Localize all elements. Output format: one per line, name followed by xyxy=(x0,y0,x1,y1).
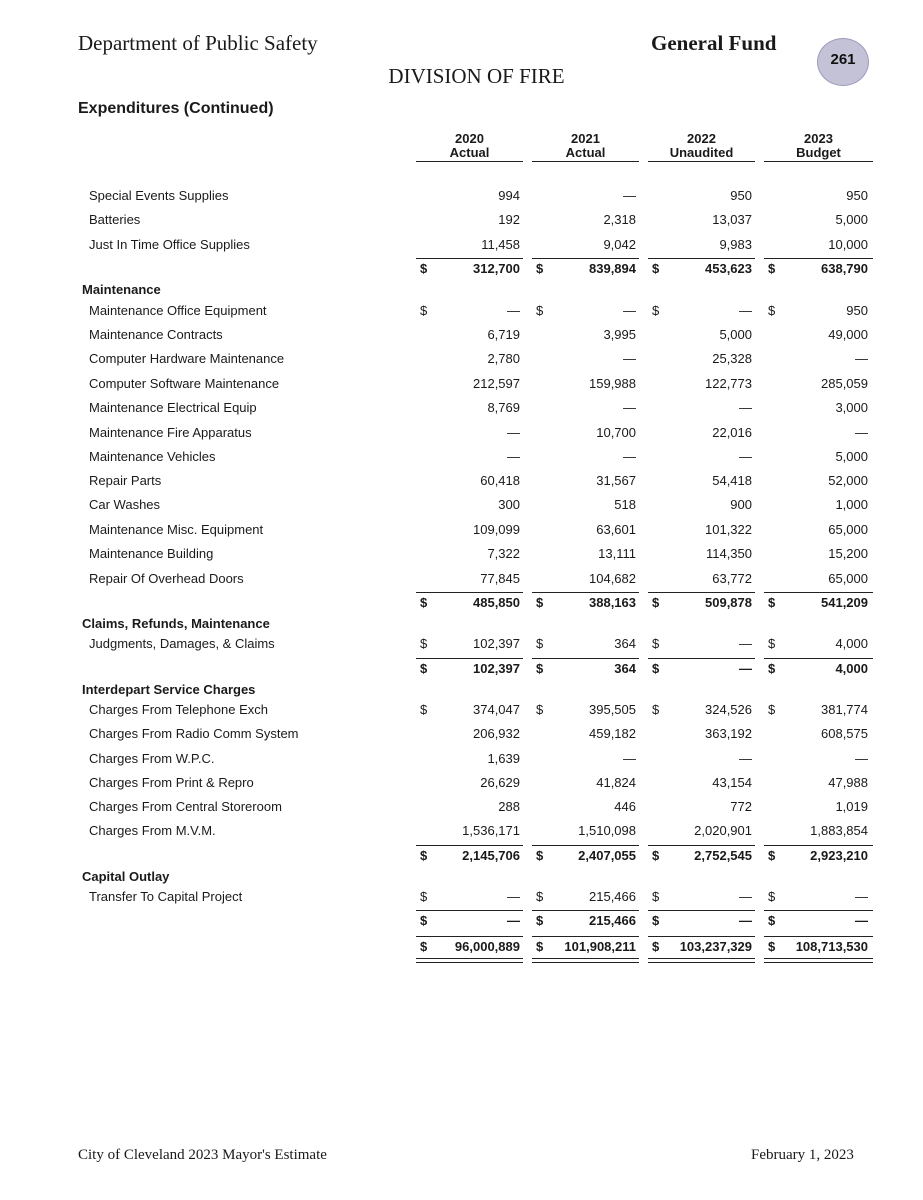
total-rule xyxy=(764,936,873,937)
column-year: 2023 xyxy=(804,131,833,146)
column-underline xyxy=(648,161,755,162)
table-row xyxy=(0,497,923,517)
cell-value: 25,328 xyxy=(712,351,752,366)
cell-value: 5,000 xyxy=(719,327,752,342)
dollar-sign: $ xyxy=(536,848,544,863)
cell-value: 518 xyxy=(614,497,636,512)
cell-value: 2,407,055 xyxy=(578,848,636,863)
cell-value: — xyxy=(739,400,752,415)
dollar-sign: $ xyxy=(768,702,776,717)
total-rule xyxy=(532,258,639,259)
page-number: 261 xyxy=(830,51,856,68)
cell-value: 101,908,211 xyxy=(564,939,636,954)
cell-value: 192 xyxy=(498,212,520,227)
dollar-sign: $ xyxy=(420,913,428,928)
cell-value: 381,774 xyxy=(821,702,868,717)
footer-left: City of Cleveland 2023 Mayor's Estimate xyxy=(78,1147,327,1163)
cell-value: 324,526 xyxy=(705,702,752,717)
subtotal-row xyxy=(0,261,923,281)
row-label: Maintenance Office Equipment xyxy=(89,303,267,318)
subtotal-row xyxy=(0,848,923,868)
table-row xyxy=(0,726,923,746)
row-label: Car Washes xyxy=(89,497,161,512)
cell-value: 300 xyxy=(498,497,520,512)
cell-value: 13,037 xyxy=(712,212,752,227)
cell-value: 638,790 xyxy=(821,261,868,276)
cell-value: — xyxy=(855,913,868,928)
department-title: Department of Public Safety xyxy=(78,31,318,55)
cell-value: 950 xyxy=(846,303,868,318)
total-rule xyxy=(764,592,873,593)
cell-value: 312,700 xyxy=(473,261,520,276)
cell-value: 104,682 xyxy=(589,571,636,586)
cell-value: 122,773 xyxy=(705,376,752,391)
total-rule xyxy=(764,910,873,911)
cell-value: 10,000 xyxy=(828,237,868,252)
table-row xyxy=(0,400,923,420)
cell-value: 288 xyxy=(498,799,520,814)
cell-value: 49,000 xyxy=(828,327,868,342)
table-row xyxy=(0,799,923,819)
total-rule xyxy=(764,658,873,659)
dollar-sign: $ xyxy=(768,913,776,928)
row-label: Judgments, Damages, & Claims xyxy=(89,636,275,651)
total-rule xyxy=(532,910,639,911)
cell-value: — xyxy=(507,889,520,904)
table-row xyxy=(0,376,923,396)
cell-value: — xyxy=(623,188,636,203)
cell-value: 1,019 xyxy=(835,799,868,814)
group-header-row xyxy=(0,869,923,889)
dollar-sign: $ xyxy=(536,636,544,651)
dollar-sign: $ xyxy=(536,661,544,676)
cell-value: — xyxy=(623,400,636,415)
cell-value: 446 xyxy=(614,799,636,814)
cell-value: 65,000 xyxy=(828,571,868,586)
cell-value: 3,000 xyxy=(835,400,868,415)
fund-title: General Fund xyxy=(651,31,777,55)
table-row xyxy=(0,473,923,493)
cell-value: 215,466 xyxy=(589,889,636,904)
footer-right: February 1, 2023 xyxy=(751,1147,854,1163)
cell-value: 206,932 xyxy=(473,726,520,741)
cell-value: 4,000 xyxy=(835,636,868,651)
cell-value: 114,350 xyxy=(705,546,752,561)
cell-value: 15,200 xyxy=(828,546,868,561)
dollar-sign: $ xyxy=(536,939,544,954)
total-rule xyxy=(648,258,755,259)
cell-value: 509,878 xyxy=(705,595,752,610)
cell-value: 9,983 xyxy=(719,237,752,252)
division-title: DIVISION OF FIRE xyxy=(388,64,565,88)
double-underline xyxy=(532,958,639,963)
cell-value: 388,163 xyxy=(589,595,636,610)
table-row xyxy=(0,702,923,722)
row-label: Maintenance Vehicles xyxy=(89,449,216,464)
cell-value: — xyxy=(855,889,868,904)
row-label: Charges From Radio Comm System xyxy=(89,726,299,741)
cell-value: — xyxy=(507,303,520,318)
group-label: Maintenance xyxy=(82,282,161,297)
total-rule xyxy=(532,658,639,659)
row-label: Charges From W.P.C. xyxy=(89,751,215,766)
dollar-sign: $ xyxy=(420,889,428,904)
cell-value: 43,154 xyxy=(712,775,752,790)
row-label: Maintenance Electrical Equip xyxy=(89,400,257,415)
cell-value: — xyxy=(855,425,868,440)
dollar-sign: $ xyxy=(652,889,660,904)
cell-value: 13,111 xyxy=(598,546,636,561)
dollar-sign: $ xyxy=(420,595,428,610)
cell-value: 900 xyxy=(730,497,752,512)
dollar-sign: $ xyxy=(768,261,776,276)
column-label: Budget xyxy=(796,145,841,160)
column-header xyxy=(532,132,639,162)
cell-value: — xyxy=(623,351,636,366)
cell-value: 77,845 xyxy=(480,571,520,586)
cell-value: 1,639 xyxy=(487,751,520,766)
table-row xyxy=(0,212,923,232)
cell-value: 54,418 xyxy=(712,473,752,488)
row-label: Just In Time Office Supplies xyxy=(89,237,250,252)
column-header xyxy=(648,132,755,162)
cell-value: 60,418 xyxy=(480,473,520,488)
table-row xyxy=(0,571,923,591)
total-rule xyxy=(764,258,873,259)
dollar-sign: $ xyxy=(536,913,544,928)
table-row xyxy=(0,449,923,469)
cell-value: — xyxy=(739,889,752,904)
column-year: 2021 xyxy=(571,131,600,146)
column-underline xyxy=(764,161,873,162)
cell-value: — xyxy=(507,425,520,440)
row-label: Repair Parts xyxy=(89,473,162,488)
cell-value: 285,059 xyxy=(821,376,868,391)
dollar-sign: $ xyxy=(652,939,660,954)
dollar-sign: $ xyxy=(420,261,428,276)
table-row xyxy=(0,425,923,445)
total-rule xyxy=(416,936,523,937)
dollar-sign: $ xyxy=(420,939,428,954)
group-label: Interdepart Service Charges xyxy=(82,682,256,697)
total-rule xyxy=(532,845,639,846)
dollar-sign: $ xyxy=(652,303,660,318)
cell-value: 2,145,706 xyxy=(462,848,520,863)
cell-value: 3,995 xyxy=(603,327,636,342)
double-underline xyxy=(416,958,523,963)
group-label: Claims, Refunds, Maintenance xyxy=(82,616,270,631)
column-label: Unaudited xyxy=(669,145,734,160)
cell-value: 63,772 xyxy=(712,571,752,586)
cell-value: 108,713,530 xyxy=(795,939,868,954)
row-label: Charges From Telephone Exch xyxy=(89,702,268,717)
total-rule xyxy=(764,845,873,846)
dollar-sign: $ xyxy=(536,889,544,904)
total-rule xyxy=(648,592,755,593)
row-label: Computer Hardware Maintenance xyxy=(89,351,285,366)
dollar-sign: $ xyxy=(420,702,428,717)
cell-value: — xyxy=(739,449,752,464)
row-label: Charges From M.V.M. xyxy=(89,823,216,838)
cell-value: 459,182 xyxy=(589,726,636,741)
cell-value: 374,047 xyxy=(473,702,520,717)
cell-value: — xyxy=(739,913,752,928)
column-year: 2020 xyxy=(455,131,484,146)
total-rule xyxy=(416,592,523,593)
subtotal-row xyxy=(0,913,923,933)
row-label: Maintenance Contracts xyxy=(89,327,223,342)
cell-value: 103,237,329 xyxy=(679,939,752,954)
total-rule xyxy=(416,258,523,259)
group-header-row xyxy=(0,682,923,702)
dollar-sign: $ xyxy=(652,702,660,717)
cell-value: 2,318 xyxy=(603,212,636,227)
cell-value: 215,466 xyxy=(589,913,636,928)
column-header xyxy=(764,132,873,162)
column-label: Actual xyxy=(449,145,490,160)
cell-value: 63,601 xyxy=(596,522,636,537)
column-underline xyxy=(532,161,639,162)
cell-value: 7,322 xyxy=(487,546,520,561)
cell-value: 2,780 xyxy=(487,351,520,366)
dollar-sign: $ xyxy=(652,636,660,651)
cell-value: 10,700 xyxy=(596,425,636,440)
cell-value: 96,000,889 xyxy=(454,939,520,954)
row-label: Batteries xyxy=(89,212,141,227)
cell-value: — xyxy=(507,913,520,928)
cell-value: 26,629 xyxy=(480,775,520,790)
total-rule xyxy=(416,910,523,911)
dollar-sign: $ xyxy=(768,661,776,676)
total-rule xyxy=(648,910,755,911)
table-row xyxy=(0,823,923,843)
row-label: Computer Software Maintenance xyxy=(89,376,280,391)
cell-value: 5,000 xyxy=(835,449,868,464)
dollar-sign: $ xyxy=(768,889,776,904)
subtotal-row xyxy=(0,595,923,615)
section-title: Expenditures (Continued) xyxy=(78,100,274,117)
cell-value: 101,322 xyxy=(705,522,752,537)
cell-value: 2,020,901 xyxy=(694,823,752,838)
row-label: Charges From Central Storeroom xyxy=(89,799,282,814)
cell-value: 994 xyxy=(498,188,520,203)
dollar-sign: $ xyxy=(652,848,660,863)
cell-value: — xyxy=(855,351,868,366)
cell-value: 2,752,545 xyxy=(694,848,752,863)
cell-value: 541,209 xyxy=(821,595,868,610)
cell-value: 47,988 xyxy=(828,775,868,790)
column-year: 2022 xyxy=(687,131,716,146)
table-row xyxy=(0,351,923,371)
dollar-sign: $ xyxy=(536,595,544,610)
cell-value: 8,769 xyxy=(487,400,520,415)
cell-value: 22,016 xyxy=(712,425,752,440)
dollar-sign: $ xyxy=(420,848,428,863)
cell-value: 65,000 xyxy=(828,522,868,537)
cell-value: 5,000 xyxy=(835,212,868,227)
table-row xyxy=(0,775,923,795)
cell-value: 102,397 xyxy=(473,661,520,676)
table-row xyxy=(0,889,923,909)
row-label: Transfer To Capital Project xyxy=(89,889,243,904)
cell-value: 159,988 xyxy=(589,376,636,391)
dollar-sign: $ xyxy=(768,848,776,863)
total-rule xyxy=(532,936,639,937)
dollar-sign: $ xyxy=(768,303,776,318)
table-row xyxy=(0,522,923,542)
cell-value: 52,000 xyxy=(828,473,868,488)
cell-value: — xyxy=(739,636,752,651)
total-rule xyxy=(532,592,639,593)
cell-value: 102,397 xyxy=(473,636,520,651)
dollar-sign: $ xyxy=(652,261,660,276)
cell-value: — xyxy=(739,303,752,318)
cell-value: 11,458 xyxy=(481,237,520,252)
total-rule xyxy=(648,658,755,659)
total-rule xyxy=(648,936,755,937)
cell-value: — xyxy=(623,751,636,766)
cell-value: 41,824 xyxy=(596,775,636,790)
double-underline xyxy=(764,958,873,963)
cell-value: 212,597 xyxy=(473,376,520,391)
dollar-sign: $ xyxy=(652,595,660,610)
row-label: Repair Of Overhead Doors xyxy=(89,571,244,586)
dollar-sign: $ xyxy=(420,303,428,318)
cell-value: — xyxy=(623,303,636,318)
row-label: Special Events Supplies xyxy=(89,188,229,203)
table-row xyxy=(0,303,923,323)
cell-value: 364 xyxy=(614,661,636,676)
dollar-sign: $ xyxy=(652,661,660,676)
cell-value: 608,575 xyxy=(821,726,868,741)
cell-value: 31,567 xyxy=(596,473,636,488)
grand-total-row xyxy=(0,939,923,959)
cell-value: 2,923,210 xyxy=(810,848,868,863)
table-row xyxy=(0,327,923,347)
table-row xyxy=(0,237,923,257)
dollar-sign: $ xyxy=(768,595,776,610)
cell-value: — xyxy=(739,661,752,676)
dollar-sign: $ xyxy=(652,913,660,928)
dollar-sign: $ xyxy=(768,939,776,954)
row-label: Maintenance Building xyxy=(89,546,214,561)
total-rule xyxy=(648,845,755,846)
cell-value: 950 xyxy=(846,188,868,203)
cell-value: 1,536,171 xyxy=(462,823,520,838)
cell-value: 6,719 xyxy=(487,327,520,342)
cell-value: 772 xyxy=(730,799,752,814)
dollar-sign: $ xyxy=(768,636,776,651)
subtotal-row xyxy=(0,661,923,681)
cell-value: 1,510,098 xyxy=(578,823,636,838)
cell-value: 4,000 xyxy=(835,661,868,676)
total-rule xyxy=(416,845,523,846)
cell-value: 364 xyxy=(614,636,636,651)
cell-value: 395,505 xyxy=(589,702,636,717)
cell-value: 1,000 xyxy=(835,497,868,512)
cell-value: — xyxy=(507,449,520,464)
row-label: Maintenance Fire Apparatus xyxy=(89,425,252,440)
dollar-sign: $ xyxy=(536,303,544,318)
total-rule xyxy=(416,658,523,659)
double-underline xyxy=(648,958,755,963)
cell-value: — xyxy=(855,751,868,766)
cell-value: 950 xyxy=(730,188,752,203)
dollar-sign: $ xyxy=(536,261,544,276)
cell-value: 363,192 xyxy=(705,726,752,741)
row-label: Maintenance Misc. Equipment xyxy=(89,522,264,537)
group-label: Capital Outlay xyxy=(82,869,170,884)
cell-value: 453,623 xyxy=(705,261,752,276)
table-row xyxy=(0,751,923,771)
cell-value: — xyxy=(623,449,636,464)
dollar-sign: $ xyxy=(420,636,428,651)
row-label: Charges From Print & Repro xyxy=(89,775,254,790)
cell-value: 1,883,854 xyxy=(810,823,868,838)
cell-value: 9,042 xyxy=(603,237,636,252)
table-row xyxy=(0,636,923,656)
cell-value: 485,850 xyxy=(473,595,520,610)
dollar-sign: $ xyxy=(536,702,544,717)
column-label: Actual xyxy=(565,145,606,160)
cell-value: — xyxy=(739,751,752,766)
group-header-row xyxy=(0,616,923,636)
cell-value: 839,894 xyxy=(589,261,636,276)
column-underline xyxy=(416,161,523,162)
cell-value: 109,099 xyxy=(473,522,520,537)
dollar-sign: $ xyxy=(420,661,428,676)
column-header xyxy=(416,132,523,162)
table-row xyxy=(0,546,923,566)
group-header-row xyxy=(0,282,923,302)
table-row xyxy=(0,188,923,208)
